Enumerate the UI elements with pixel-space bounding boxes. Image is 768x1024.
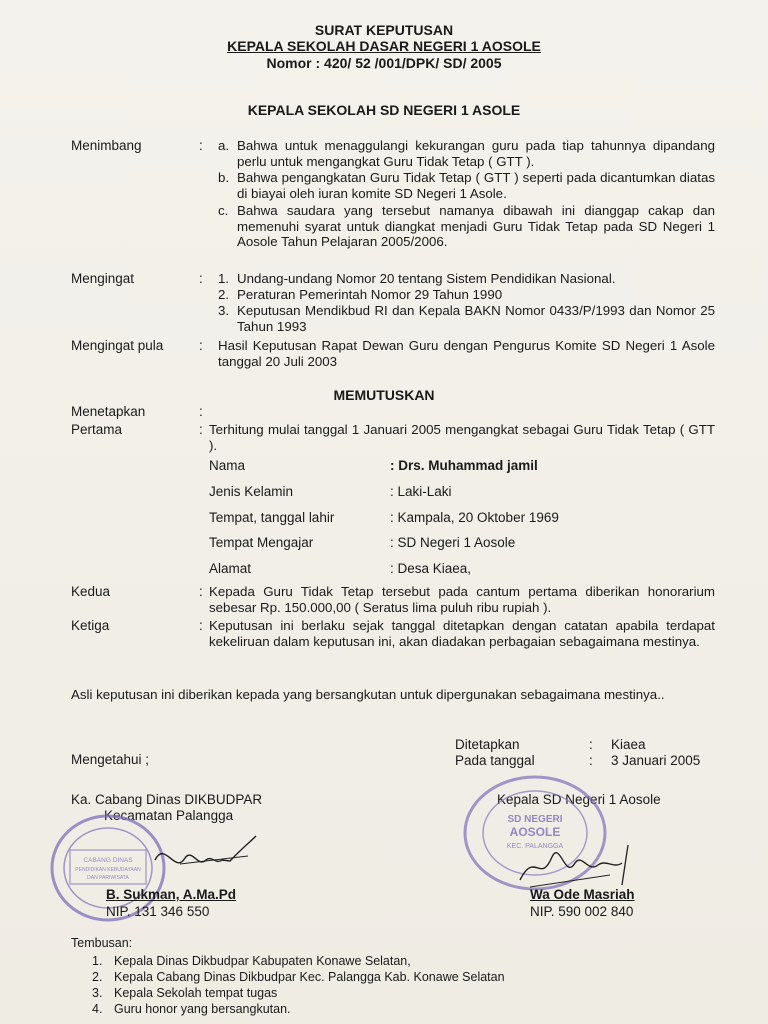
- pertama-label: Pertama: [71, 422, 123, 437]
- svg-text:PENDIDIKAN KEBUDAYAAN: PENDIDIKAN KEBUDAYAAN: [75, 867, 141, 873]
- field-key-tempat-mengajar: Tempat Mengajar: [209, 535, 314, 550]
- colon: :: [199, 271, 203, 286]
- mengingat-pula-text: Hasil Keputusan Rapat Dewan Guru dengan Pengurus Komite SD Negeri 1 Asole tanggal 20 Juli 2003: [218, 338, 715, 369]
- left-signer-name: B. Sukman, A.Ma.Pd: [106, 887, 237, 902]
- ditetapkan-value: Kiaea: [611, 737, 646, 752]
- right-signer-name: Wa Ode Masriah: [530, 887, 635, 902]
- mengingat-item-3: 3. Keputusan Mendikbud RI dan Kepala BAKN Nomor 0433/P/1993 dan Nomor 25 Tahun 1993: [218, 303, 715, 334]
- kedua-label: Kedua: [71, 584, 111, 599]
- colon: :: [199, 422, 203, 437]
- menimbang-item-b: b. Bahwa pengangkatan Guru Tidak Tetap ( GTT ) seperti pada dicantumkan diatas di biayai oleh iuran komite SD Negeri 1 Asole.: [218, 170, 715, 201]
- colon: :: [199, 138, 203, 153]
- doc-title: SURAT KEPUTUSAN: [314, 22, 454, 38]
- left-signer-nip: NIP. 131 346 550: [106, 904, 210, 919]
- closing-paragraph: Asli keputusan ini diberikan kepada yang bersangkutan untuk dipergunakan sebagaimana mestinya..: [71, 687, 665, 702]
- memutuskan-heading: MEMUTUSKAN: [333, 387, 435, 403]
- svg-text:SD NEGERI: SD NEGERI: [507, 814, 563, 825]
- menetapkan-label: Menetapkan: [71, 404, 146, 419]
- kedua-text: Kepada Guru Tidak Tetap tersebut pada cantum pertama diberikan honorarium sebesar Rp. 150.000,00 ( Seratus lima puluh ribu rupiah ).: [209, 584, 715, 615]
- doc-number: Nomor : 420/ 52 /001/DPK/ SD/ 2005: [266, 55, 502, 71]
- field-key-ttl: Tempat, tanggal lahir: [209, 510, 335, 525]
- left-signer-title: Ka. Cabang Dinas DIKBUDPAR: [71, 792, 263, 807]
- ketiga-label: Ketiga: [71, 618, 110, 633]
- mengingat-pula-label: Mengingat pula: [71, 338, 164, 353]
- tembusan-item: 2. Kepala Cabang Dinas Dikbudpar Kec. Palangga Kab. Konawe Selatan: [92, 970, 505, 984]
- colon: :: [199, 404, 203, 419]
- field-key-alamat: Alamat: [209, 561, 252, 576]
- field-value-ttl: : Kampala, 20 Oktober 1969: [390, 510, 559, 525]
- right-signer-nip: NIP. 590 002 840: [530, 904, 634, 919]
- mengetahui-label: Mengetahui ;: [71, 752, 150, 767]
- menimbang-label: Menimbang: [71, 138, 142, 153]
- mengingat-item-2: 2. Peraturan Pemerintah Nomor 29 Tahun 1990: [218, 287, 503, 302]
- svg-text:KEC. PALANGGA: KEC. PALANGGA: [506, 843, 564, 850]
- tembusan-item: 1. Kepala Dinas Dikbudpar Kabupaten Konawe Selatan,: [92, 954, 411, 968]
- tembusan-item: 3. Kepala Sekolah tempat tugas: [92, 986, 278, 1000]
- field-key-jenis-kelamin: Jenis Kelamin: [209, 484, 294, 499]
- field-value-nama: : Drs. Muhammad jamil: [390, 458, 538, 473]
- colon: :: [589, 737, 593, 752]
- pada-tanggal-label: Pada tanggal: [455, 753, 535, 768]
- svg-text:DAN PARIWISATA: DAN PARIWISATA: [87, 875, 129, 881]
- colon: :: [199, 618, 203, 633]
- field-key-nama: Nama: [209, 458, 246, 473]
- pada-tanggal-value: 3 Januari 2005: [611, 753, 701, 768]
- mengingat-item-1: 1. Undang-undang Nomor 20 tentang Sistem Pendidikan Nasional.: [218, 271, 616, 286]
- pertama-text: Terhitung mulai tanggal 1 Januari 2005 mengangkat sebagai Guru Tidak Tetap ( GTT ).: [209, 422, 715, 453]
- colon: :: [589, 753, 593, 768]
- svg-text:AOSOLE: AOSOLE: [509, 825, 561, 839]
- ketiga-text: Keputusan ini berlaku sejak tanggal ditetapkan dengan catatan apabila terdapat kekeliruan dalam keputusan ini, akan diadakan perbagaian sebagaimana mestinya.: [209, 618, 715, 649]
- right-signature-mark: [510, 835, 660, 895]
- field-value-jenis-kelamin: : Laki-Laki: [390, 484, 452, 499]
- left-signature-mark: [150, 830, 260, 880]
- doc-heading: KEPALA SEKOLAH SD NEGERI 1 ASOLE: [247, 102, 521, 118]
- menimbang-item-c: c. Bahwa saudara yang tersebut namanya dibawah ini dianggap cakap dan memenuhi syarat untuk diangkat menjadi Guru Tidak Tetap pada SD Negeri 1 Aosole Tahun Pelajaran 2005/2006.: [218, 203, 715, 249]
- field-value-tempat-mengajar: : SD Negeri 1 Aosole: [390, 535, 516, 550]
- mengingat-label: Mengingat: [71, 271, 135, 286]
- field-value-alamat: : Desa Kiaea,: [390, 561, 472, 576]
- right-signer-title: Kepala SD Negeri 1 Aosole: [497, 792, 661, 807]
- doc-subtitle: KEPALA SEKOLAH DASAR NEGERI 1 AOSOLE: [227, 38, 541, 54]
- colon: :: [199, 584, 203, 599]
- tembusan-item: 4. Guru honor yang bersangkutan.: [92, 1002, 291, 1016]
- left-signer-unit: Kecamatan Palangga: [104, 808, 234, 823]
- svg-text:CABANG DINAS: CABANG DINAS: [83, 857, 133, 864]
- colon: :: [199, 338, 203, 353]
- ditetapkan-label: Ditetapkan: [455, 737, 520, 752]
- menimbang-item-a: a. Bahwa untuk menaggulangi kekurangan guru pada tiap tahunnya dipandang perlu untuk mengangkat Guru Tidak Tetap ( GTT ).: [218, 138, 715, 169]
- tembusan-label: Tembusan:: [71, 936, 133, 950]
